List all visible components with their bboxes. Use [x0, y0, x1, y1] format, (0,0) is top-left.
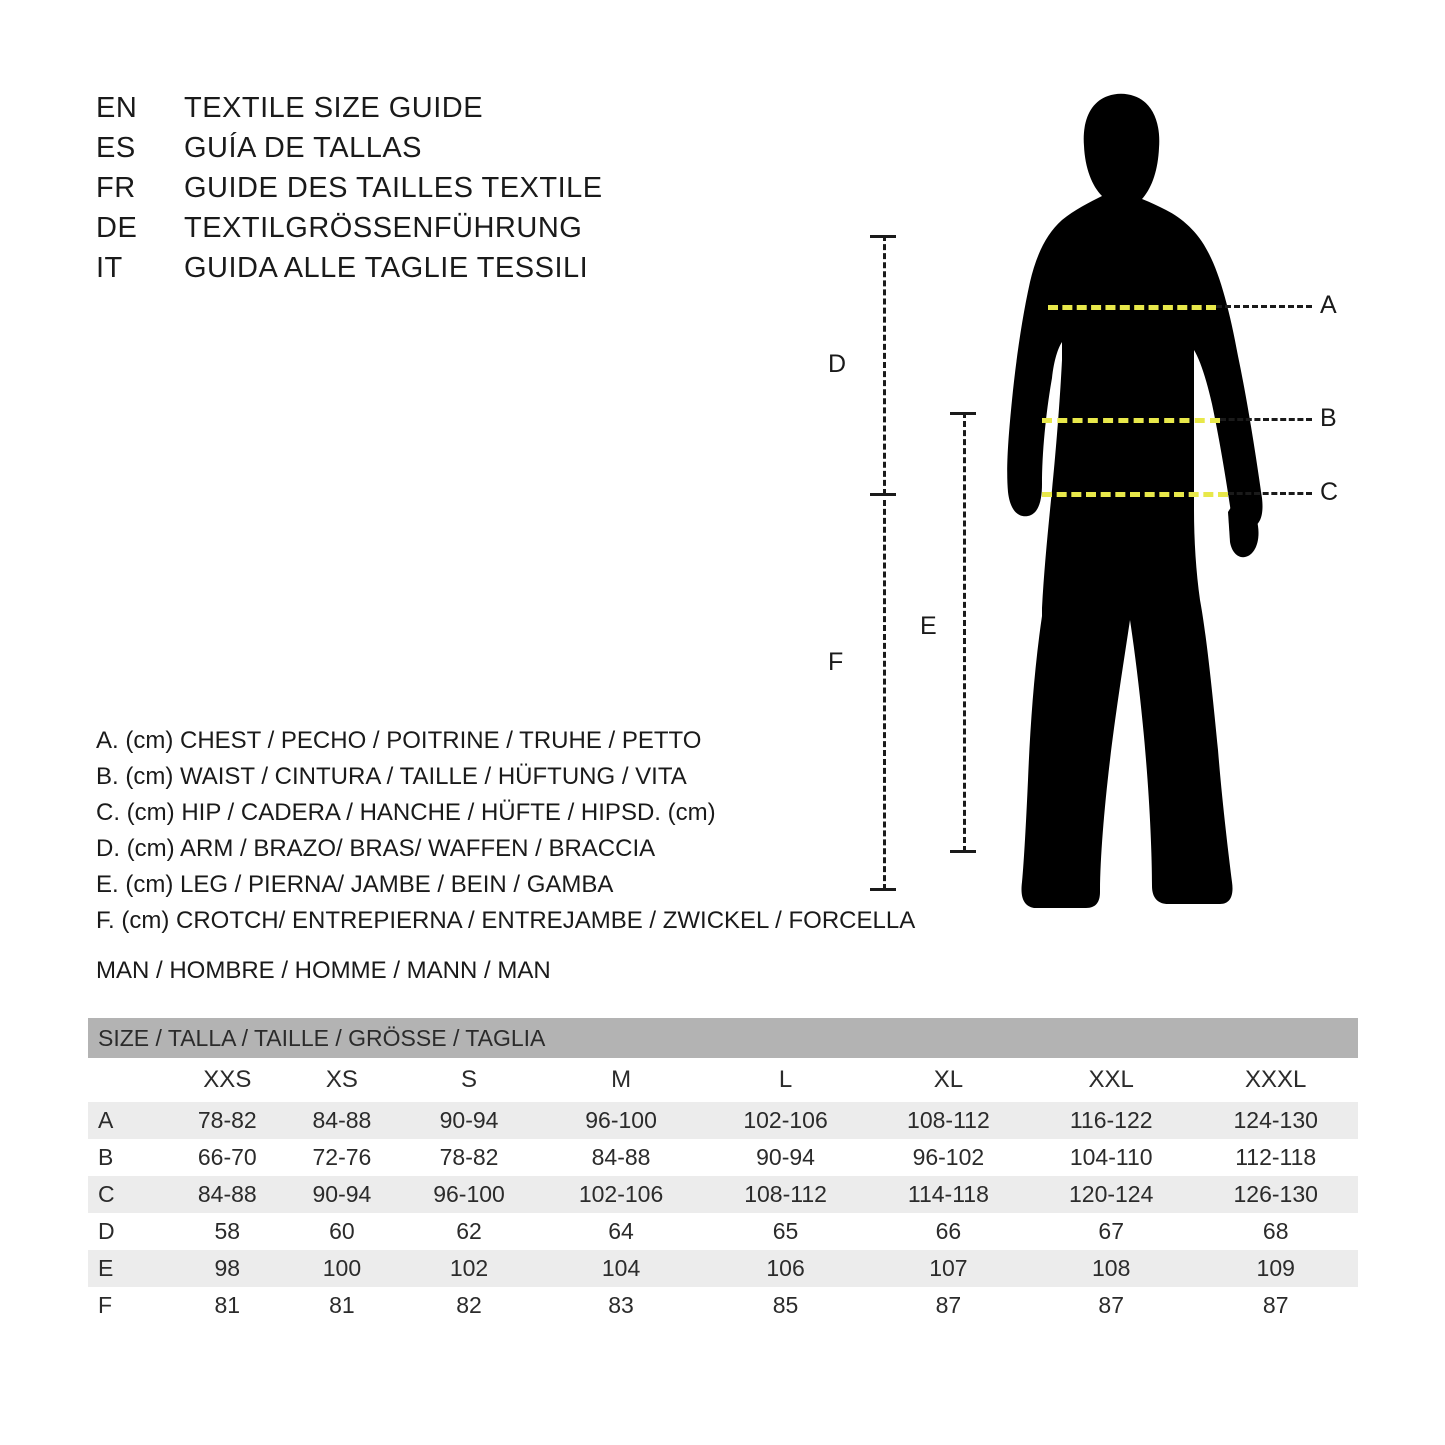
legend-line-f: F. (cm) CROTCH/ ENTREPIERNA / ENTREJAMBE / ZWICKEL / FORCELLA	[96, 907, 916, 934]
cell-d-xxxl: 68	[1193, 1213, 1358, 1250]
cell-f-s: 82	[399, 1287, 539, 1324]
cell-b-s: 78-82	[399, 1139, 539, 1176]
table-size-s: S	[399, 1058, 539, 1102]
table-corner-cell	[88, 1058, 170, 1102]
arm-bracket-bottom-tick	[870, 493, 896, 496]
cell-b-m: 84-88	[539, 1139, 704, 1176]
title-text-it: GUIDA ALLE TAGLIE TESSILI	[184, 252, 589, 284]
cell-f-xl: 87	[868, 1287, 1029, 1324]
cell-e-m: 104	[539, 1250, 704, 1287]
title-text-de: TEXTILGRÖSSENFÜHRUNG	[184, 212, 583, 244]
title-text-fr: GUIDE DES TAILLES TEXTILE	[184, 172, 603, 204]
row-label-b: B	[88, 1139, 170, 1176]
leg-bracket-bottom-tick	[950, 850, 976, 853]
cell-d-m: 64	[539, 1213, 704, 1250]
legend-line-b: B. (cm) WAIST / CINTURA / TAILLE / HÜFTUNG / VITA	[96, 763, 687, 790]
table-head	[88, 1018, 1358, 1102]
legend-line-d: D. (cm) ARM / BRAZO/ BRAS/ WAFFEN / BRACCIA	[96, 835, 656, 862]
title-row-de	[96, 212, 716, 245]
cell-a-xxxl: 124-130	[1193, 1102, 1358, 1139]
label-c: C	[1320, 478, 1339, 506]
size-table	[88, 1018, 1358, 1324]
table-size-m: M	[539, 1058, 704, 1102]
chest-leader-line	[1216, 305, 1312, 308]
cell-c-l: 108-112	[703, 1176, 868, 1213]
table-size-header-row	[88, 1058, 1358, 1102]
cell-e-xs: 100	[285, 1250, 400, 1287]
cell-d-xxl: 67	[1029, 1213, 1194, 1250]
cell-a-xxs: 78-82	[170, 1102, 285, 1139]
cell-b-xs: 72-76	[285, 1139, 400, 1176]
title-lang-it: IT	[96, 252, 123, 284]
cell-f-xxxl: 87	[1193, 1287, 1358, 1324]
gender-label: MAN / HOMBRE / HOMME / MANN / MAN	[96, 957, 551, 984]
cell-e-xxl: 108	[1029, 1250, 1194, 1287]
table-band-header-row	[88, 1018, 1358, 1058]
title-lang-fr: FR	[96, 172, 136, 204]
cell-f-m: 83	[539, 1287, 704, 1324]
cell-d-xs: 60	[285, 1213, 400, 1250]
cell-d-xxs: 58	[170, 1213, 285, 1250]
legend-line-a: A. (cm) CHEST / PECHO / POITRINE / TRUHE / PETTO	[96, 727, 702, 754]
cell-f-xxl: 87	[1029, 1287, 1194, 1324]
cell-c-m: 102-106	[539, 1176, 704, 1213]
hip-measure-line	[1042, 492, 1228, 497]
cell-a-xxl: 116-122	[1029, 1102, 1194, 1139]
table-row	[88, 1176, 1358, 1213]
title-text-es: GUÍA DE TALLAS	[184, 132, 423, 164]
title-row-en	[96, 92, 716, 125]
cell-f-xxs: 81	[170, 1287, 285, 1324]
cell-c-xl: 114-118	[868, 1176, 1029, 1213]
cell-e-xxxl: 109	[1193, 1250, 1358, 1287]
arm-bracket-line	[883, 235, 886, 495]
waist-measure-line	[1042, 418, 1220, 423]
label-e: E	[920, 612, 937, 640]
table-size-xs: XS	[285, 1058, 400, 1102]
cell-b-xl: 96-102	[868, 1139, 1029, 1176]
cell-b-l: 90-94	[703, 1139, 868, 1176]
cell-e-xxs: 98	[170, 1250, 285, 1287]
cell-c-xxxl: 126-130	[1193, 1176, 1358, 1213]
legend-line-e: E. (cm) LEG / PIERNA/ JAMBE / BEIN / GAMBA	[96, 871, 614, 898]
table-row	[88, 1250, 1358, 1287]
cell-c-xxs: 84-88	[170, 1176, 285, 1213]
title-row-fr	[96, 172, 716, 205]
row-label-a: A	[88, 1102, 170, 1139]
title-block	[96, 92, 716, 292]
title-lang-es: ES	[96, 132, 136, 164]
title-row-it	[96, 252, 716, 285]
title-text-en: TEXTILE SIZE GUIDE	[184, 92, 484, 124]
cell-a-l: 102-106	[703, 1102, 868, 1139]
legend-line-c: C. (cm) HIP / CADERA / HANCHE / HÜFTE / HIPSD. (cm)	[96, 799, 716, 826]
male-silhouette-icon	[990, 60, 1380, 960]
label-a: A	[1320, 291, 1337, 319]
title-lang-en: EN	[96, 92, 138, 124]
cell-f-xs: 81	[285, 1287, 400, 1324]
table-row	[88, 1102, 1358, 1139]
cell-e-l: 106	[703, 1250, 868, 1287]
legend-block	[96, 723, 916, 939]
row-label-f: F	[88, 1287, 170, 1324]
table-size-xxs: XXS	[170, 1058, 285, 1102]
cell-c-xxl: 120-124	[1029, 1176, 1194, 1213]
cell-e-s: 102	[399, 1250, 539, 1287]
cell-a-xl: 108-112	[868, 1102, 1029, 1139]
label-d: D	[828, 350, 847, 378]
cell-c-xs: 90-94	[285, 1176, 400, 1213]
table-size-l: L	[703, 1058, 868, 1102]
cell-a-xs: 84-88	[285, 1102, 400, 1139]
table-row	[88, 1287, 1358, 1324]
row-label-e: E	[88, 1250, 170, 1287]
cell-f-l: 85	[703, 1287, 868, 1324]
table-size-xl: XL	[868, 1058, 1029, 1102]
title-lang-de: DE	[96, 212, 138, 244]
table-size-xxxl: XXXL	[1193, 1058, 1358, 1102]
table-size-xxl: XXL	[1029, 1058, 1194, 1102]
row-label-c: C	[88, 1176, 170, 1213]
cell-a-s: 90-94	[399, 1102, 539, 1139]
cell-b-xxl: 104-110	[1029, 1139, 1194, 1176]
cell-d-s: 62	[399, 1213, 539, 1250]
row-label-d: D	[88, 1213, 170, 1250]
cell-c-s: 96-100	[399, 1176, 539, 1213]
label-b: B	[1320, 404, 1337, 432]
cell-b-xxxl: 112-118	[1193, 1139, 1358, 1176]
label-f: F	[828, 648, 844, 676]
cell-e-xl: 107	[868, 1250, 1029, 1287]
hip-leader-line	[1228, 492, 1312, 495]
cell-b-xxs: 66-70	[170, 1139, 285, 1176]
cell-a-m: 96-100	[539, 1102, 704, 1139]
table-body	[88, 1102, 1358, 1324]
table-band-header: SIZE / TALLA / TAILLE / GRÖSSE / TAGLIA	[88, 1018, 1358, 1058]
waist-leader-line	[1220, 418, 1312, 421]
chest-measure-line	[1048, 305, 1216, 310]
leg-bracket-line	[963, 412, 966, 852]
table-row	[88, 1139, 1358, 1176]
title-row-es	[96, 132, 716, 165]
table-row	[88, 1213, 1358, 1250]
cell-d-l: 65	[703, 1213, 868, 1250]
cell-d-xl: 66	[868, 1213, 1029, 1250]
